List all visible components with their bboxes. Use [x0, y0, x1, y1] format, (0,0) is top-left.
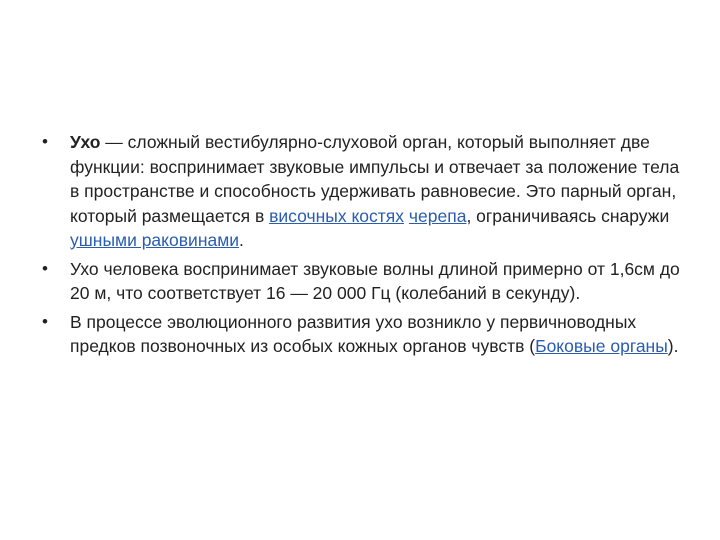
- definition-text-end: .: [239, 230, 244, 250]
- link-temporal-bones[interactable]: височных костях: [269, 205, 405, 226]
- definition-text: — сложный вестибулярно-слуховой орган, который выполняет две функции: воспринимает звуковые импульсы и отвечает за положение тела в пространстве и способность удерживать равновесие. Это парный орган, который размещается в: [70, 132, 680, 226]
- definition-text-middle: , ограничиваясь снаружи: [466, 205, 670, 226]
- sound-waves-text: Ухо человека воспринимает звуковые волны длиной примерно от 1,6см до 20 м, что соответствует 16 — 20 000 Гц (колебаний в секунду).: [70, 258, 680, 303]
- term-ear: Ухо: [70, 132, 101, 152]
- evolution-text-end: ).: [667, 336, 679, 356]
- link-lateral-organs[interactable]: Боковые органы: [535, 336, 668, 356]
- bullet-list: [40, 130, 680, 363]
- bullet-item-evolution: [40, 310, 680, 359]
- bullet-dot-icon: •: [42, 311, 48, 331]
- bullet-dot-icon: •: [42, 132, 48, 151]
- bullet-item-ear-definition: [40, 130, 680, 253]
- bullet-item-sound-waves: [40, 257, 680, 306]
- link-skull[interactable]: черепа: [408, 205, 467, 226]
- evolution-text: В процессе эволюционного развития ухо возникло у первичноводных предков позвоночных из особых кожных органов чувств (: [70, 311, 637, 356]
- link-auricles[interactable]: ушными раковинами: [70, 230, 240, 250]
- bullet-dot-icon: •: [42, 258, 48, 278]
